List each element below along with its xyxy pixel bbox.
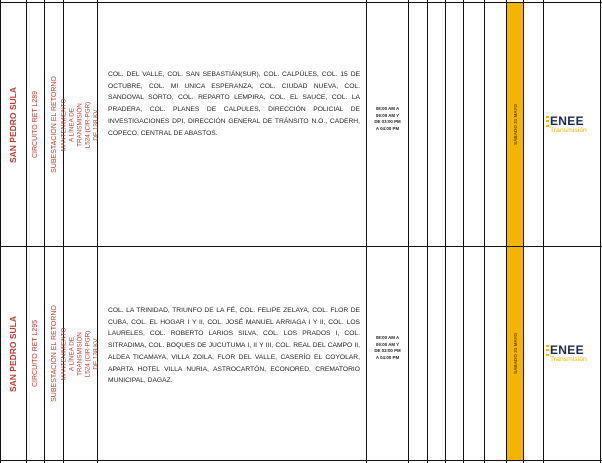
maintenance-label: MANTENIMIENTO A LÍNEA DE TRANSMISIÓN L524 (CIR-PGR) DE 138 KV	[60, 98, 100, 151]
hours-line: 09:00 AM Y	[375, 112, 400, 118]
enee-logo	[546, 344, 602, 364]
logo-name: ENEE	[550, 343, 584, 357]
column-border	[523, 0, 524, 463]
day-cell	[507, 3, 523, 246]
outage-hours	[367, 106, 408, 132]
outage-hours	[367, 335, 408, 361]
substation-label: SUBESTACIÓN EL RETORNO	[50, 76, 58, 173]
city-cell	[1, 3, 26, 246]
column-border	[543, 0, 544, 463]
city-label: SAN PEDRO SULA	[8, 86, 19, 163]
hours-line: 08:00 AM A	[375, 335, 400, 340]
circuit-label: CIRCUITO RET L289	[32, 90, 40, 159]
day-label: SÁBADO 31 MAYO	[512, 333, 518, 374]
circuit-label: CIRCUITO RET L295	[32, 319, 40, 388]
affected-sectors: COL. LA TRINIDAD, TRIUNFO DE LA FÉ, COL. FELIPE ZELAYA, COL. FLOR DE CUBA, COL. EL HOGAR I Y II, COL. JOSÉ MANUEL ARRIAGA I Y II, COL. LOS LAURELES, COL. ROBERTO LARIOS SILVA, COL. LOS PRADOS I, COL. SITRADIMA, COL. BOQUES DE JUCUTUMA I, II Y III, COL. REAL DEL CAMPO II, ALDEA TICAMAYA, VILLA ZOILA, FLOR DEL VALLE, CASERÍO EL COYOLAR, APARTA HOTEL VILLA NURIA, ASTROCARTÓN, ECONORED, CREMATORIO MUNICIPAL, DAGAZ.	[108, 307, 360, 385]
hours-line: DE 03:00 PM	[374, 348, 401, 354]
city-label: SAN PEDRO SULA	[8, 315, 19, 392]
affected-sectors: COL. DEL VALLE, COL. SAN SEBASTIÁN(SUR), COL. CALPÚLES, COL. 15 DE OCTUBRE, COL. MI UNICA ESPERANZA, COL. CIUDAD NUEVA, COL. SANDOVAL SORTO, COL. REPARTO LEMPIRA, COL. EL SAUCE, COL. LA PRADERA, COL. PLANES DE CALPULES, DIRECCIÓN POLICIAL DE INVESTIGACIONES DPI, DIRECCIÓN GENERAL DE TRÁNSITO N.O., CADERH, COPECO, CENTRAL DE ABASTOS.	[108, 71, 360, 137]
row-border	[0, 460, 602, 461]
logo-subtitle: Transmisión	[550, 356, 587, 363]
column-border	[445, 0, 446, 463]
logo-name: ENEE	[550, 114, 584, 128]
day-cell	[507, 247, 523, 460]
logo-subtitle: Transmisión	[550, 127, 587, 134]
hours-line: 09:00 AM Y	[375, 341, 400, 347]
column-border	[97, 0, 98, 463]
substation-label: SUBESTACIÓN EL RETORNO	[50, 305, 58, 402]
day-label: SÁBADO 31 MAYO	[512, 104, 518, 145]
hours-line: A 04:00 PM	[375, 354, 400, 360]
column-border	[366, 0, 367, 463]
hours-line: A 04:00 PM	[375, 125, 400, 131]
column-border	[408, 0, 409, 463]
column-border	[484, 0, 485, 463]
enee-mark-icon	[546, 116, 549, 127]
enee-mark-icon	[546, 345, 549, 356]
hours-line: DE 03:00 PM	[374, 119, 401, 125]
enee-logo	[546, 115, 602, 135]
hours-line: 08:00 AM A	[375, 106, 400, 111]
circuit-cell	[27, 247, 44, 460]
column-border	[463, 0, 464, 463]
column-border	[427, 0, 428, 463]
city-cell	[1, 247, 26, 460]
maintenance-label: MANTENIMIENTO A LÍNEA DE TRANSMISIÓN L524 (CIR-PGR) DE 138 KV	[60, 327, 100, 380]
circuit-cell	[27, 3, 44, 246]
column-border	[600, 0, 601, 463]
maintenance-cell	[60, 247, 100, 460]
maintenance-cell	[60, 3, 100, 246]
